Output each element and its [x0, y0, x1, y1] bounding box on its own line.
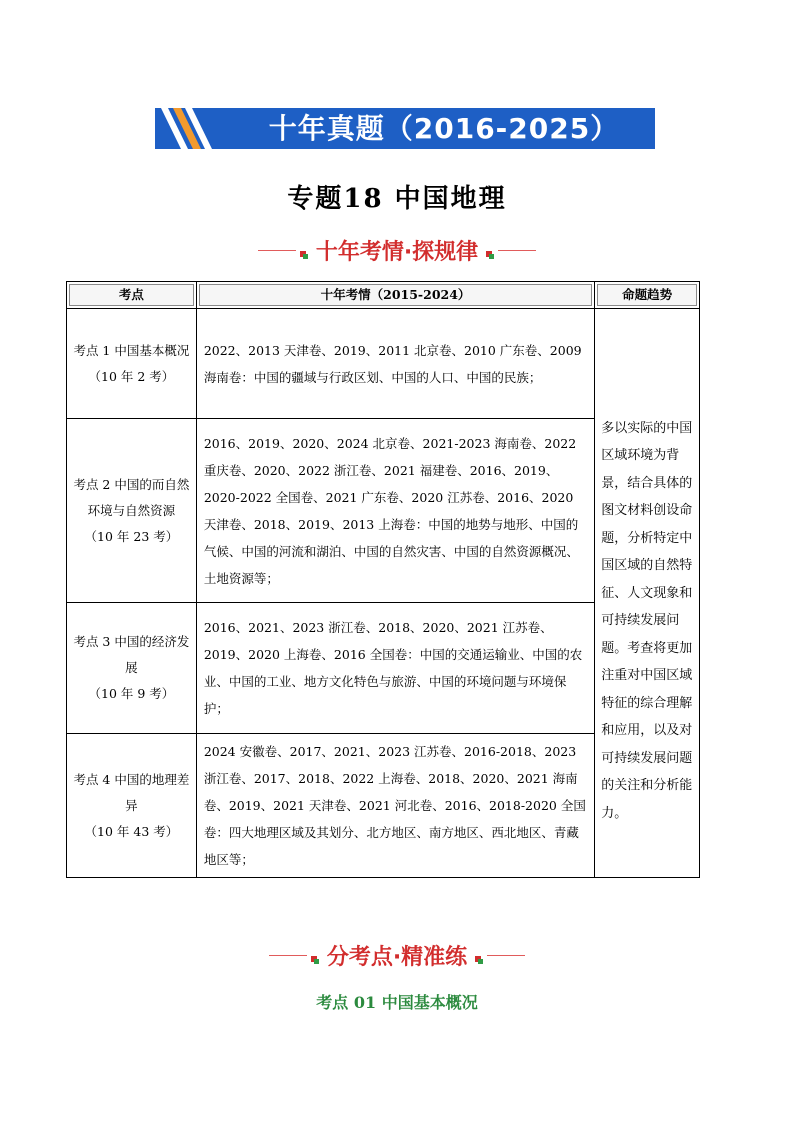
kaodian-title: 考点 01 中国基本概况 [316, 993, 478, 1012]
detail-cell: 2016、2021、2023 浙江卷、2018、2020、2021 江苏卷、2019、2020 上海卷、2016 全国卷：中国的交通运输业、中国的农业、中国的工业、地方文化特色与旅游、中国的环境问题与环境保护； [196, 603, 594, 734]
decor-line-right [498, 250, 536, 251]
table-header-row [67, 282, 700, 309]
decor-square-left [300, 251, 308, 259]
stripes-decoration [155, 108, 235, 149]
decor-square-left [311, 956, 319, 964]
point-count: （10 年 23 考） [84, 528, 179, 544]
decor-line-right [487, 955, 525, 956]
trend-text: 多以实际的中国区域环境为背景，结合具体的图文材料创设命题，分析特定中国区域的自然特征、人文现象和可持续发展问题。考查将更加注重对中国区域特征的综合理解和应用，以及对可持续发展问题的关注和分析能力。 [601, 420, 693, 821]
header-trend: 命题趋势 [595, 282, 700, 309]
banner-title: 十年真题（2016-2025） [268, 112, 620, 145]
detail-cell: 2016、2019、2020、2024 北京卷、2021-2023 海南卷、2022 重庆卷、2020、2022 浙江卷、2021 福建卷、2016、2019、2020-2022 全国卷、2021 广东卷、2020 江苏卷、2016、2020 天津卷、2018、2019、2013 上海卷：中国的地势与地形、中国的气候、中国的河流和湖泊、中国的自然灾害、中国的自然资源概况、土地资源等； [196, 419, 594, 603]
section-title: 分考点·精准练 [326, 945, 468, 970]
point-count: （10 年 9 考） [88, 686, 175, 701]
detail-cell: 2022、2013 天津卷、2019、2011 北京卷、2010 广东卷、2009 海南卷：中国的疆域与行政区划、中国的人口、中国的民族； [196, 309, 594, 419]
point-cell [67, 419, 197, 603]
exam-analysis-table [66, 281, 700, 878]
decor-line-left [269, 955, 307, 956]
detail-cell: 2024 安徽卷、2017、2021、2023 江苏卷、2016-2018、2023 浙江卷、2017、2018、2022 上海卷、2018、2020、2021 海南卷、2019、2021 天津卷、2021 河北卷、2016、2018-2020 全国卷：四大地理区域及其划分、北方地区、南方地区、西北地区、青藏地区等； [196, 734, 594, 878]
decor-line-left [258, 250, 296, 251]
point-count: （10 年 43 考） [84, 823, 179, 839]
table-row [67, 309, 700, 419]
point-cell [67, 603, 197, 734]
point-label: 考点 1 中国基本概况 [73, 342, 190, 358]
decor-square-right [486, 251, 494, 259]
trend-cell [595, 309, 700, 878]
point-cell [67, 309, 197, 419]
decor-square-right [475, 956, 483, 964]
point-label: 考点 2 中国的而自然环境与自然资源 [73, 476, 190, 518]
point-label: 考点 3 中国的经济发展 [73, 634, 190, 675]
title-banner [155, 108, 655, 149]
topic-title: 专题18 中国地理 [287, 184, 507, 214]
point-label: 考点 4 中国的地理差异 [73, 771, 190, 813]
header-detail: 十年考情（2015-2024） [196, 282, 594, 309]
point-count: （10 年 2 考） [88, 368, 175, 384]
header-point: 考点 [67, 282, 197, 309]
section-title: 十年考情·探规律 [315, 240, 479, 265]
section-heading-trends [0, 235, 794, 266]
section-heading-practice [0, 940, 794, 971]
point-cell [67, 734, 197, 878]
